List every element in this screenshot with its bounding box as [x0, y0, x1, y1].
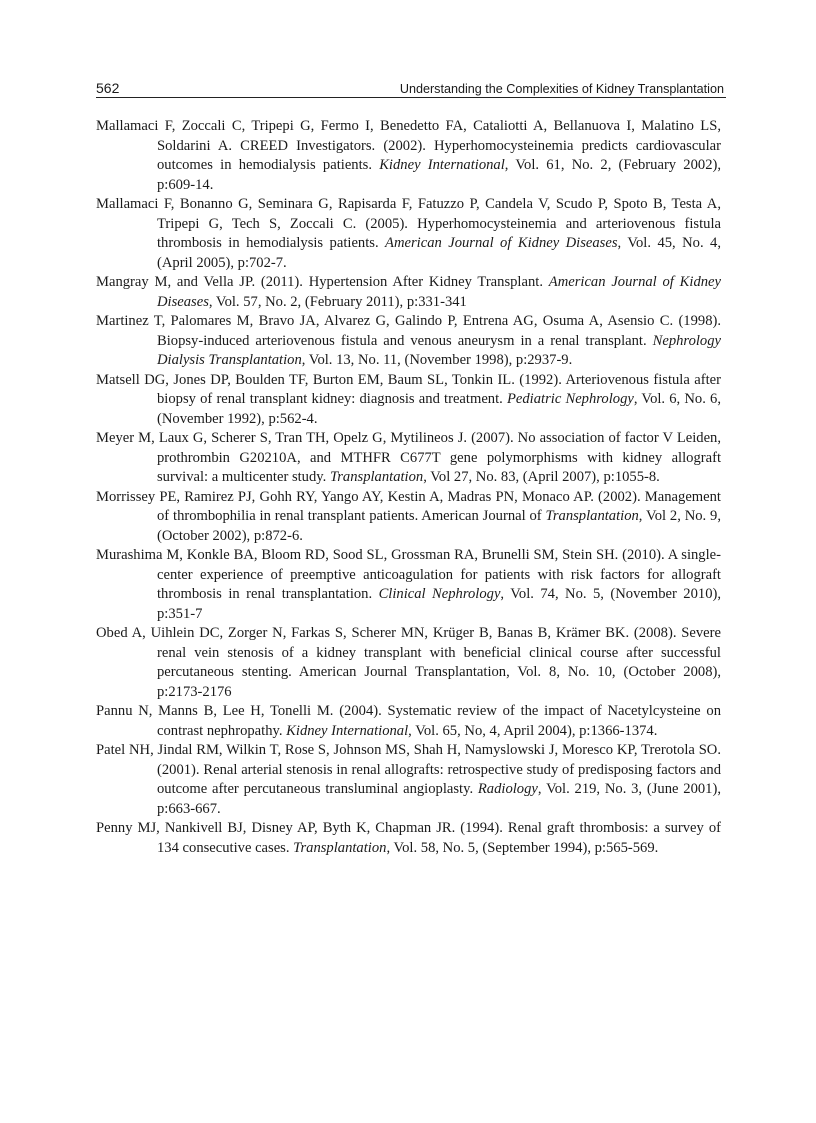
reference-text: Penny MJ, Nankivell BJ, Disney AP, Byth K, Chapman JR. (1994). Renal graft thrombosis: a survey of 134 consecutive cases. — [96, 820, 721, 856]
journal-title: Kidney International — [379, 157, 505, 173]
journal-title: Radiology — [477, 781, 538, 797]
journal-title: Transplantation — [293, 839, 387, 856]
running-title: Understanding the Complexities of Kidney Transplantation — [399, 82, 724, 96]
reference-details: , Vol. 219, No. 3, (June 2001), p:663-667. — [157, 781, 721, 817]
reference-text: Murashima M, Konkle BA, Bloom RD, Sood SL, Grossman RA, Brunelli SM, Stein SH. (2010). A single-center experience of preemptive anticoagulation for patients with risk factors for allograft thrombosis in renal transplantation. — [96, 547, 721, 602]
reference-text: Mallamaci F, Zoccali C, Tripepi G, Fermo I, Benedetto FA, Cataliotti A, Bellanuova I, Malatino LS, Soldarini A. CREED Investigators. (2002). Hyperhomocysteinemia predicts cardiovascular outcomes in hemodialysis patients. — [96, 118, 721, 173]
reference-text: Mangray M, and Vella JP. (2011). Hypertension After Kidney Transplant. — [96, 274, 549, 290]
journal-title: American Journal of Kidney Diseases — [157, 274, 721, 310]
reference-text: Martinez T, Palomares M, Bravo JA, Alvarez G, Galindo P, Entrena AG, Osuma A, Asensio C. (1998). Biopsy-induced arteriovenous fistula and venous aneurysm in a renal transplant. — [96, 313, 721, 349]
journal-title: Transplantation — [545, 508, 639, 524]
reference-details: , Vol. 57, No. 2, (February 2011), p:331-341 — [208, 293, 467, 310]
reference-text: Patel NH, Jindal RM, Wilkin T, Rose S, Johnson MS, Shah H, Namyslowski J, Moresco KP, Trerotola SO. (2001). Renal arterial stenosis in renal allografts: retrospective study of predisposing factors and outcome after percutaneous transluminal angioplasty. — [96, 742, 721, 797]
reference-details: , Vol. 74, No. 5, (November 2010), p:351-7 — [157, 586, 721, 622]
reference-details: , Vol. 6, No. 6, (November 1992), p:562-4. — [157, 391, 721, 427]
reference-entry — [96, 702, 721, 741]
reference-list — [96, 117, 721, 858]
reference-text: Morrissey PE, Ramirez PJ, Gohh RY, Yango AY, Kestin A, Madras PN, Monaco AP. (2002). Management of thrombophilia in renal transplant patients. American Journal of — [96, 488, 721, 524]
reference-text: Matsell DG, Jones DP, Boulden TF, Burton EM, Baum SL, Tonkin IL. (1992). Arteriovenous fistula after biopsy of renal transplant kidney: diagnosis and treatment. — [96, 371, 721, 407]
reference-entry — [96, 371, 721, 430]
reference-details: , Vol. 61, No. 2, (February 2002), p:609-14. — [157, 157, 722, 193]
journal-title: Transplantation — [329, 469, 424, 485]
journal-title: Pediatric Nephrology — [506, 391, 634, 407]
reference-entry — [96, 312, 721, 371]
reference-details: , Vol. 45, No. 4, (April 2005), p:702-7. — [157, 235, 721, 271]
journal-title: Clinical Nephrology — [378, 586, 501, 602]
page-number: 562 — [96, 80, 120, 96]
reference-details: , Vol 2, No. 9, (October 2002), p:872-6. — [157, 508, 721, 544]
reference-text: Meyer M, Laux G, Scherer S, Tran TH, Opelz G, Mytilineos J. (2007). No association of factor V Leiden, prothrombin G20210A, and MTHFR C677T gene polymorphisms with kidney allograft survival: a multicenter study. — [96, 430, 721, 485]
journal-title: Kidney International — [286, 722, 409, 739]
reference-details: , Vol. 13, No. 11, (November 1998), p:2937-9. — [301, 352, 573, 368]
reference-entry — [96, 429, 721, 488]
journal-title: Nephrology Dialysis Transplantation — [157, 332, 721, 368]
reference-details: , Vol 27, No. 83, (April 2007), p:1055-8. — [423, 469, 660, 485]
reference-text: Obed A, Uihlein DC, Zorger N, Farkas S, Scherer MN, Krüger B, Banas B, Krämer BK. (2008). Severe renal vein stenosis of a kidney transplant with beneficial clinical course after successful percutaneous stenting. American Journal Transplantation, Vol. 8, No. 10, (October 2008), p:2173-2176 — [96, 625, 721, 700]
reference-entry — [96, 741, 721, 819]
reference-details: , Vol. 65, No, 4, April 2004), p:1366-1374. — [408, 722, 658, 739]
reference-entry — [96, 819, 721, 858]
reference-entry — [96, 488, 721, 547]
reference-text: Mallamaci F, Bonanno G, Seminara G, Rapisarda F, Fatuzzo P, Candela V, Scudo P, Spoto B, Testa A, Tripepi G, Tech S, Zoccali C. (2005). Hyperhomocysteinemia and arteriovenous fistula thrombosis in hemodialysis patients. — [96, 196, 721, 251]
reference-entry — [96, 273, 721, 312]
reference-entry — [96, 624, 721, 702]
reference-text: Pannu N, Manns B, Lee H, Tonelli M. (2004). Systematic review of the impact of Nacetylcysteine on contrast nephropathy. — [96, 703, 721, 739]
page-header — [96, 79, 726, 98]
reference-entry — [96, 195, 721, 273]
reference-entry — [96, 546, 721, 624]
journal-title: American Journal of Kidney Diseases — [385, 235, 618, 251]
reference-entry — [96, 117, 721, 195]
reference-details: , Vol. 58, No. 5, (September 1994), p:565-569. — [386, 839, 659, 856]
